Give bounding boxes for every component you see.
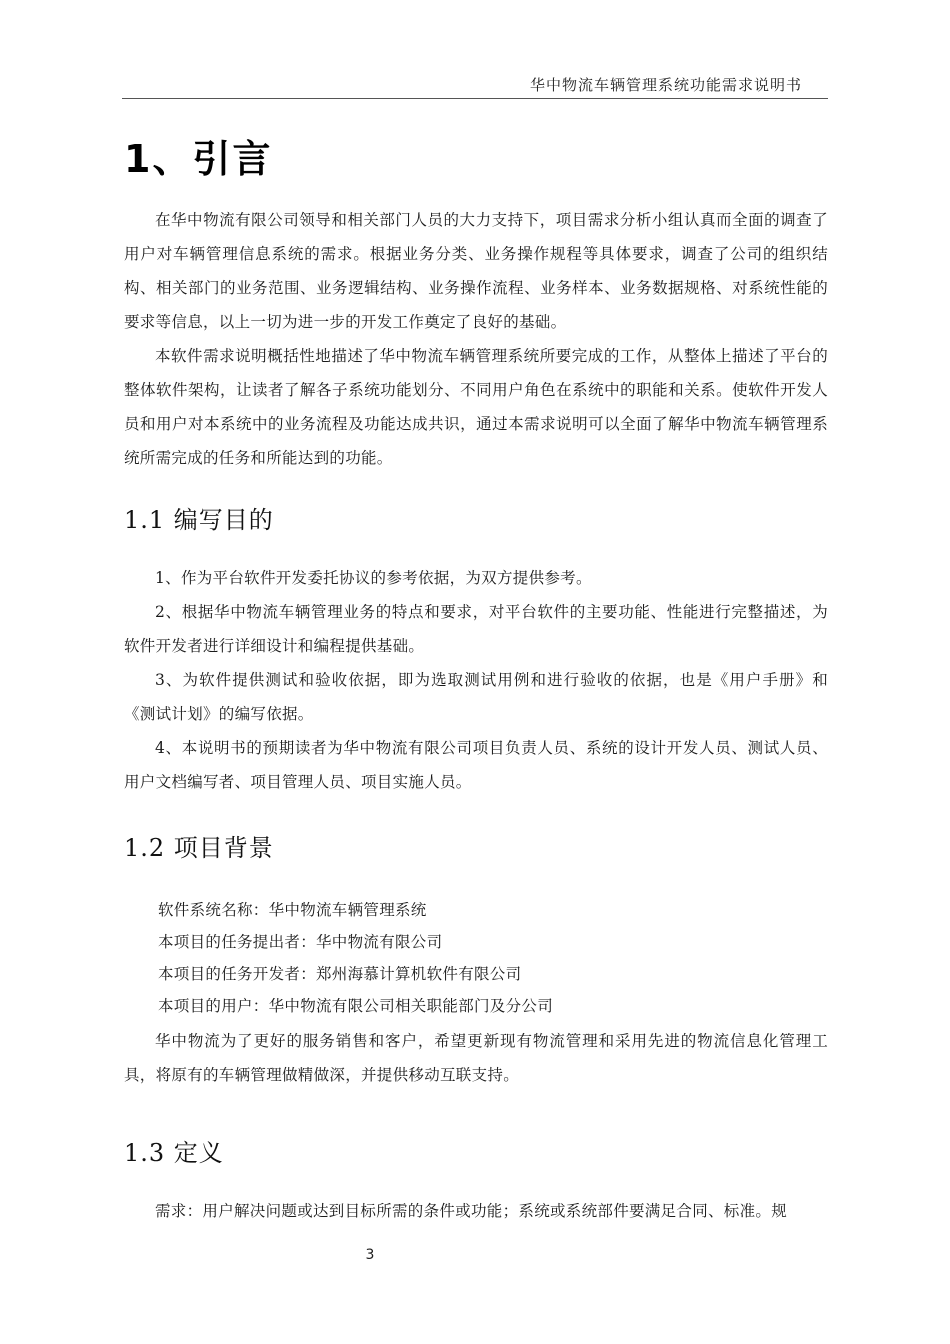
background-line-1: 软件系统名称：华中物流车辆管理系统 — [158, 901, 427, 919]
background-line-4: 本项目的用户：华中物流有限公司相关职能部门及分公司 — [158, 997, 554, 1015]
background-line-3: 本项目的任务开发者：郑州海慕计算机软件有限公司 — [158, 965, 522, 983]
intro-paragraph-1: 在华中物流有限公司领导和相关部门人员的大力支持下，项目需求分析小组认真而全面的调查了用户对车辆管理信息系统的需求。根据业务分类、业务操作规程等具体要求，调查了公司的组织结构、相关部门的业务范围、业务逻辑结构、业务操作流程、业务样本、业务数据规格、对系统性能的要求等信息，以上一切为进一步的开发工作奠定了良好的基础。 — [124, 211, 828, 331]
intro-paragraph-2: 本软件需求说明概括性地描述了华中物流车辆管理系统所要完成的工作，从整体上描述了平台的整体软件架构，让读者了解各子系统功能划分、不同用户角色在系统中的职能和关系。使软件开发人员和用户对本系统中的业务流程及功能达成共识，通过本需求说明可以全面了解华中物流车辆管理系统所需完成的任务和所能达到的功能。 — [124, 347, 828, 467]
running-header: 华中物流车辆管理系统功能需求说明书 — [529, 76, 802, 94]
background-line-2: 本项目的任务提出者：华中物流有限公司 — [158, 933, 443, 951]
section-1-3-title: 1.3 定义 — [124, 1139, 224, 1167]
page-number: 3 — [365, 1247, 375, 1263]
section-1-1-title: 1.1 编写目的 — [124, 506, 274, 534]
background-paragraph: 华中物流为了更好的服务销售和客户，希望更新现有物流管理和采用先进的物流信息化管理工具，将原有的车辆管理做精做深，并提供移动互联支持。 — [124, 1032, 828, 1084]
header-divider — [122, 98, 828, 99]
purpose-item-3: 3、为软件提供测试和验收依据，即为选取测试用例和进行验收的依据，也是《用户手册》和《测试计划》的编写依据。 — [124, 671, 828, 723]
purpose-item-4: 4、本说明书的预期读者为华中物流有限公司项目负责人员、系统的设计开发人员、测试人员、用户文档编写者、项目管理人员、项目实施人员。 — [124, 739, 828, 791]
chapter-title: 1、引言 — [124, 137, 273, 181]
purpose-item-2: 2、根据华中物流车辆管理业务的特点和要求，对平台软件的主要功能、性能进行完整描述，为 软件开发者进行详细设计和编程提供基础。 — [124, 603, 828, 655]
definition-paragraph: 需求：用户解决问题或达到目标所需的条件或功能；系统或系统部件要满足合同、标准。规 — [155, 1202, 788, 1220]
purpose-item-1: 1、作为平台软件开发委托协议的参考依据，为双方提供参考。 — [155, 569, 592, 587]
section-1-2-title: 1.2 项目背景 — [124, 834, 274, 862]
